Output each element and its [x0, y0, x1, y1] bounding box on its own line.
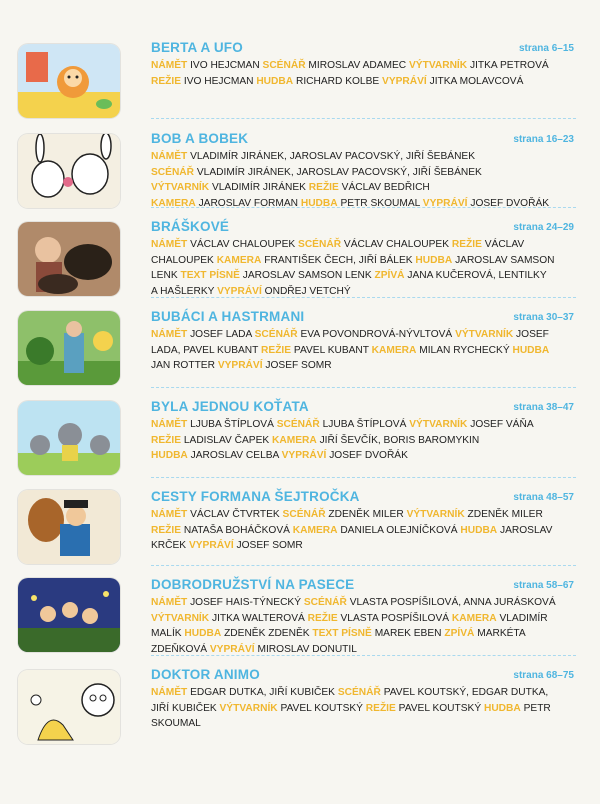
entry-title: BOB A BOBEK — [151, 131, 249, 146]
credit-role: REŽIE — [261, 344, 292, 356]
credit-role: NÁMĚT — [151, 597, 188, 608]
credit-role: NÁMĚT — [151, 419, 188, 430]
credit-name: VÁCLAV CHALOUPEK — [190, 239, 296, 250]
page-range: strana 16–23 — [513, 134, 574, 145]
credits-block — [151, 327, 576, 374]
credits-line — [151, 180, 576, 196]
thumbnail-byla-jednou-kotata — [18, 401, 120, 475]
credit-name: MIROSLAV ADAMEC — [308, 60, 407, 71]
dashed-separator — [151, 655, 576, 656]
credit-name: JAROSLAV SAMSON — [455, 254, 555, 266]
credit-name: IVO HEJCMAN — [190, 60, 260, 71]
credit-role: HUDBA — [151, 450, 188, 462]
credit-role: SCÉNÁŘ — [337, 687, 381, 698]
credit-role: VÝTVARNÍK — [409, 60, 468, 71]
credits-line — [151, 327, 576, 343]
credit-name: LADISLAV ČAPEK — [183, 434, 270, 446]
credit-name: LJUBA ŠTÍPLOVÁ — [190, 419, 274, 430]
credits-block — [151, 507, 576, 554]
credits-line — [151, 237, 576, 253]
credit-role: NÁMĚT — [151, 60, 188, 71]
credit-role: NÁMĚT — [151, 329, 188, 340]
credit-role: TEXT PÍSNĚ — [312, 628, 372, 640]
credits-line — [151, 626, 576, 642]
credit-name: LENK — [151, 270, 178, 282]
entry-title: BUBÁCI A HASTRMANI — [151, 309, 305, 324]
credit-role: REŽIE — [308, 182, 339, 194]
thumbnail-cesty-formana-sejtrocka — [18, 490, 120, 564]
credit-name: JITKA MOLAVCOVÁ — [429, 75, 524, 87]
credits-line — [151, 716, 576, 732]
credit-role: SCÉNÁŘ — [254, 329, 298, 340]
credit-name: DANIELA OLEJNÍČKOVÁ — [340, 524, 458, 536]
credit-role: VYPRÁVÍ — [281, 450, 327, 462]
credit-name: JOSEF DVOŘÁK — [470, 197, 550, 209]
credit-name: EDGAR DUTKA, JIŘÍ KUBIČEK — [190, 687, 335, 698]
credit-name: JOSEF DVOŘÁK — [329, 450, 408, 462]
credit-role: VYPRÁVÍ — [209, 643, 255, 655]
credits-line — [151, 448, 576, 464]
credit-role: HUDBA — [184, 628, 222, 640]
credit-name: MARKÉTA — [477, 628, 526, 640]
thumbnail-bubaci-a-hastrmani — [18, 311, 120, 385]
credit-role: REŽIE — [365, 702, 396, 714]
credit-name: EVA POVONDROVÁ-NÝVLTOVÁ — [300, 329, 453, 340]
credits-line — [151, 538, 576, 554]
credits-block — [151, 58, 576, 89]
entry-title: DOBRODRUŽSTVÍ NA PASECE — [151, 577, 355, 592]
credit-name: ONDŘEJ VETCHÝ — [264, 285, 351, 297]
page-range: strana 68–75 — [513, 670, 574, 681]
credit-role: KAMERA — [451, 612, 497, 624]
credits-line — [151, 358, 576, 374]
page-range: strana 6–15 — [518, 43, 574, 54]
credit-role: NÁMĚT — [151, 509, 188, 520]
page-range: strana 38–47 — [513, 402, 574, 413]
credit-name: MAREK EBEN — [374, 628, 442, 640]
credit-role: VÝTVARNÍK — [151, 612, 210, 624]
page-range: strana 58–67 — [513, 580, 574, 591]
credit-name: JITKA PETROVÁ — [469, 60, 549, 71]
dashed-separator — [151, 118, 576, 119]
credit-role: SCÉNÁŘ — [298, 239, 342, 250]
credit-role: SCÉNÁŘ — [282, 509, 326, 520]
entry-title: DOKTOR ANIMO — [151, 667, 260, 682]
credits-line — [151, 196, 576, 212]
credits-block — [151, 417, 576, 464]
credit-role: VÝTVARNÍK — [409, 419, 468, 430]
credits-line — [151, 433, 576, 449]
credit-role: HUDBA — [483, 702, 521, 714]
credit-role: KAMERA — [371, 344, 417, 356]
credit-name: NATAŠA BOHÁČKOVÁ — [183, 524, 290, 536]
credit-role: TEXT PÍSNĚ — [180, 270, 240, 282]
credits-line — [151, 74, 576, 90]
credit-name: VLASTA POSPÍŠILOVÁ — [340, 612, 450, 624]
credit-name: ZDENĚK ZDENĚK — [224, 628, 310, 640]
page-range: strana 24–29 — [513, 222, 574, 233]
credits-line — [151, 507, 576, 523]
credit-role: REŽIE — [151, 75, 182, 87]
credit-name: JANA KUČEROVÁ, LENTILKY — [407, 270, 547, 282]
dashed-separator — [151, 565, 576, 566]
credit-name: SKOUMAL — [151, 718, 201, 730]
credit-name: FRANTIŠEK ČECH, JIŘÍ BÁLEK — [264, 254, 413, 266]
page-range: strana 48–57 — [513, 492, 574, 503]
credit-role: VYPRÁVÍ — [422, 197, 468, 209]
credit-name: VÁCLAV ČTVRTEK — [190, 509, 280, 520]
credit-role: REŽIE — [151, 524, 182, 536]
credit-name: JITKA WALTEROVÁ — [211, 612, 305, 624]
credit-role: HUDBA — [300, 197, 338, 209]
credit-name: VLADIMÍR JIRÁNEK, JAROSLAV PACOVSKÝ, JIŘÍ ŠEBÁNEK — [196, 166, 482, 178]
credit-name: JOSEF LADA — [190, 329, 252, 340]
entry-title: BYLA JEDNOU KOŤATA — [151, 399, 309, 414]
credits-line — [151, 595, 576, 611]
credit-name: CHALOUPEK — [151, 254, 214, 266]
credits-block — [151, 685, 576, 732]
credit-role: VÝTVARNÍK — [406, 509, 465, 520]
credit-name: KRČEK — [151, 540, 187, 552]
credit-name: PAVEL KOUTSKÝ — [280, 702, 363, 714]
credit-name: PETR — [523, 702, 551, 714]
credits-line — [151, 165, 576, 181]
credit-name: JAN ROTTER — [151, 360, 215, 372]
credit-role: ZPÍVÁ — [444, 628, 475, 640]
credit-name: JOSEF — [516, 329, 549, 340]
credit-name: PAVEL KUBANT — [293, 344, 369, 356]
credits-line — [151, 343, 576, 359]
credit-name: JOSEF HAIS-TÝNECKÝ — [190, 597, 302, 608]
credit-name: ZDENĚK MILER — [467, 509, 543, 520]
credit-role: KAMERA — [151, 197, 196, 209]
credit-role: VÝTVARNÍK — [219, 702, 278, 714]
entry-title: BRÁŠKOVÉ — [151, 219, 230, 234]
credit-role: VYPRÁVÍ — [382, 75, 427, 87]
credit-role: VÝTVARNÍK — [455, 329, 514, 340]
credits-line — [151, 417, 576, 433]
credit-name: PAVEL KOUTSKÝ — [398, 702, 482, 714]
credit-role: NÁMĚT — [151, 151, 188, 162]
credit-role: REŽIE — [151, 434, 182, 446]
credit-role: SCÉNÁŘ — [276, 419, 320, 430]
credit-name: JOSEF VÁŇA — [470, 419, 534, 430]
thumbnail-dobrodruzstvi-na-pasece — [18, 578, 120, 652]
credit-name: JAROSLAV — [500, 524, 553, 536]
credits-block — [151, 237, 576, 299]
credits-line — [151, 611, 576, 627]
credit-role: VÝTVARNÍK — [151, 182, 210, 194]
credits-line — [151, 523, 576, 539]
credit-name: VLASTA POSPÍŠILOVÁ, ANNA JURÁSKOVÁ — [349, 597, 556, 608]
credits-line — [151, 268, 576, 284]
credit-name: RICHARD KOLBE — [295, 75, 380, 87]
credit-name: VÁCLAV — [484, 239, 525, 250]
credit-name: MALÍK — [151, 628, 182, 640]
credit-role: KAMERA — [272, 434, 317, 446]
entry-title: CESTY FORMANA ŠEJTROČKA — [151, 489, 360, 504]
dashed-separator — [151, 387, 576, 388]
credit-role: NÁMĚT — [151, 239, 188, 250]
credit-name: VLADIMÍR JIRÁNEK — [211, 182, 306, 194]
credits-block — [151, 149, 576, 211]
credit-name: JIŘÍ KUBIČEK — [151, 702, 217, 714]
credit-name: JAROSLAV CELBA — [190, 450, 279, 462]
credit-name: MILAN RYCHECKÝ — [419, 344, 510, 356]
credit-name: A HAŠLERKY — [151, 285, 215, 297]
credit-name: ZDENĚK MILER — [328, 509, 404, 520]
entry-title: BERTA A UFO — [151, 40, 243, 55]
dashed-separator — [151, 297, 576, 298]
credit-role: HUDBA — [460, 524, 498, 536]
credit-role: HUDBA — [415, 254, 453, 266]
thumbnail-berta-a-ufo — [18, 44, 120, 118]
credit-role: VYPRÁVÍ — [217, 285, 262, 297]
credit-role: REŽIE — [451, 239, 482, 250]
credits-line — [151, 685, 576, 701]
page-range: strana 30–37 — [513, 312, 574, 323]
credit-role: HUDBA — [512, 344, 550, 356]
credit-name: VLADIMÍR JIRÁNEK, JAROSLAV PACOVSKÝ, JIŘÍ ŠEBÁNEK — [190, 151, 476, 162]
dashed-separator — [151, 477, 576, 478]
credit-name: LADA, PAVEL KUBANT — [151, 344, 259, 356]
credits-line — [151, 253, 576, 269]
credit-name: JIŘÍ ŠEVČÍK, BORIS BAROMYKIN — [319, 434, 480, 446]
credit-role: NÁMĚT — [151, 687, 188, 698]
credit-role: SCÉNÁŘ — [151, 166, 195, 178]
thumbnail-doktor-animo — [18, 670, 120, 744]
credits-block — [151, 595, 576, 657]
credits-line — [151, 149, 576, 165]
credits-line — [151, 701, 576, 717]
thumbnail-braskove — [18, 222, 120, 296]
credit-name: VÁCLAV CHALOUPEK — [343, 239, 450, 250]
thumbnail-bob-a-bobek — [18, 134, 120, 208]
credit-name: PAVEL KOUTSKÝ, EDGAR DUTKA, — [383, 687, 549, 698]
credit-name: IVO HEJCMAN — [183, 75, 254, 87]
credit-name: ZDEŇKOVÁ — [151, 643, 208, 655]
credit-name: VLADIMÍR — [499, 612, 548, 624]
dashed-separator — [151, 207, 576, 208]
credit-name: MIROSLAV DONUTIL — [257, 643, 357, 655]
credit-name: JOSEF SOMR — [265, 360, 332, 372]
credit-role: KAMERA — [216, 254, 262, 266]
credit-name: JAROSLAV FORMAN — [198, 197, 298, 209]
credit-role: SCÉNÁŘ — [262, 60, 306, 71]
credit-role: VYPRÁVÍ — [217, 360, 263, 372]
credit-role: KAMERA — [292, 524, 338, 536]
credit-role: VYPRÁVÍ — [188, 540, 234, 552]
credit-name: PETR SKOUMAL — [340, 197, 420, 209]
credit-role: ZPÍVÁ — [374, 270, 405, 282]
credit-name: VÁCLAV BEDŘICH — [341, 182, 430, 194]
credit-role: REŽIE — [307, 612, 338, 624]
credit-role: HUDBA — [256, 75, 294, 87]
credits-line — [151, 58, 576, 74]
credit-name: LJUBA ŠTÍPLOVÁ — [322, 419, 407, 430]
credit-name: JAROSLAV SAMSON LENK — [242, 270, 372, 282]
credit-name: JOSEF SOMR — [236, 540, 303, 552]
credit-role: SCÉNÁŘ — [303, 597, 347, 608]
